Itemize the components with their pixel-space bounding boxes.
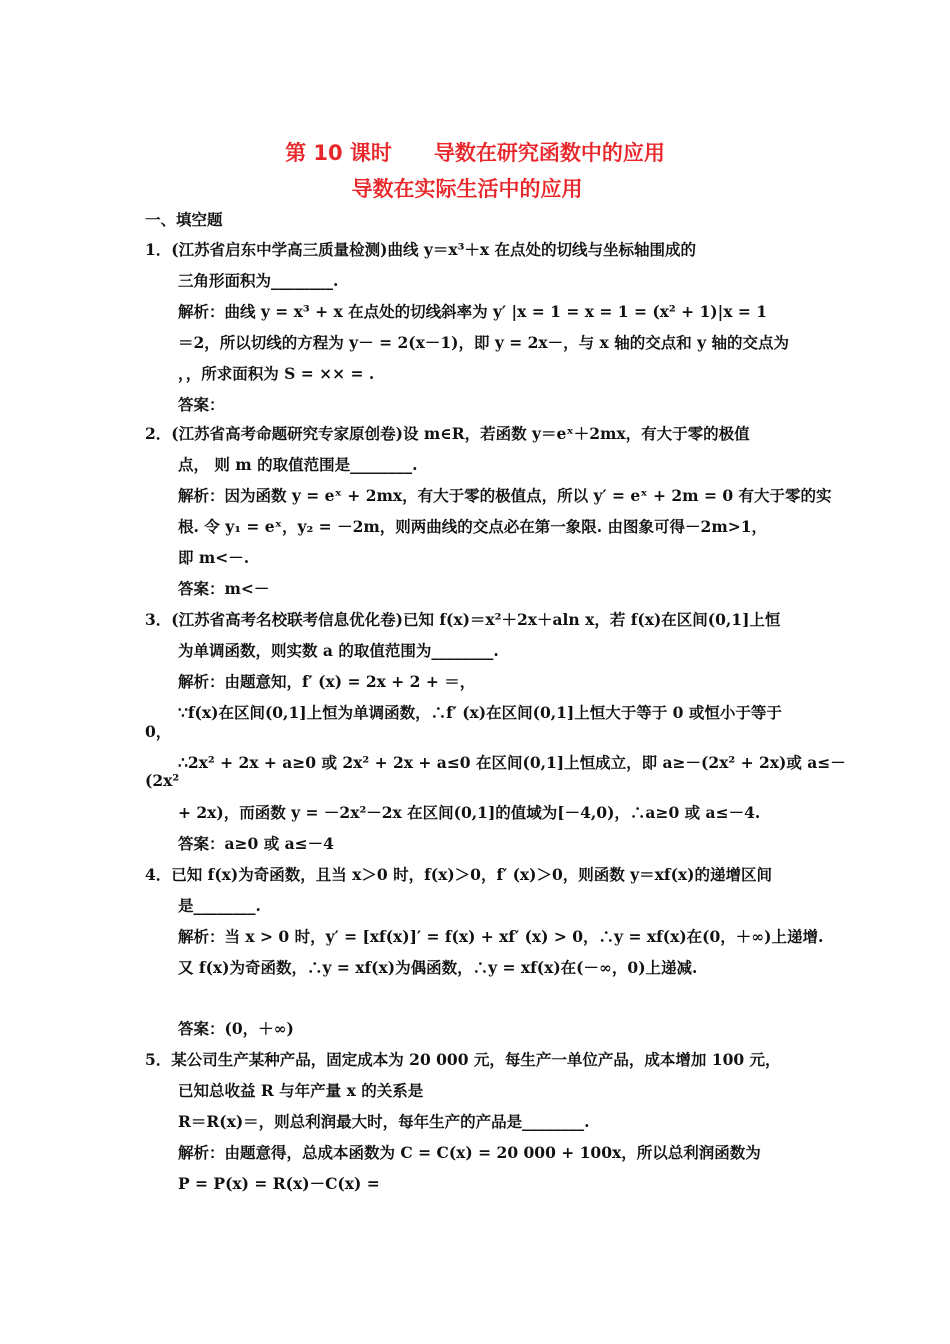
problem-3-solution: 解析：由题意知，f′ (x) = 2x + 2 + ＝， [178, 672, 476, 691]
problem-5-stem-cont: R＝R(x)＝，则总利润最大时，每年生产的产品是________. [178, 1112, 590, 1131]
problem-3-stem-cont: 为单调函数，则实数 a 的取值范围为________. [178, 641, 499, 660]
problem-1-solution: 解析：曲线 y = x³ + x 在点处的切线斜率为 y′ |x = 1 = x = 1 = (x² + 1)|x = 1 [178, 302, 768, 321]
problem-4-solution-cont: 又 f(x)为奇函数，∴y = xf(x)为偶函数，∴y = xf(x)在(－∞，0)上递减. [178, 958, 698, 977]
problem-3-solution-cont: ∵f(x)在区间(0,1]上恒为单调函数，∴f′ (x)在区间(0,1]上恒大于等于 0 或恒小于等于 [178, 703, 782, 722]
problem-1-answer: 答案： [178, 395, 225, 414]
problem-1-stem-cont: 三角形面积为________. [178, 271, 339, 290]
problem-1-stem: 1．(江苏省启东中学高三质量检测)曲线 y＝x³＋x 在点处的切线与坐标轴围成的 [145, 240, 697, 259]
problem-5-stem: 5．某公司生产某种产品，固定成本为 20 000 元，每生产一单位产品，成本增加 100 元， [145, 1050, 781, 1069]
problem-4-solution: 解析：当 x > 0 时，y′ = [xf(x)]′ = f(x) + xf′ (x) > 0，∴y = xf(x)在(0，＋∞)上递增. [178, 927, 824, 946]
problem-4-answer: 答案：(0，＋∞) [178, 1019, 294, 1038]
problem-2-solution-cont: 即 m<－. [178, 548, 250, 567]
problem-3-solution-cont: 0， [145, 722, 172, 741]
problem-3-solution-cont: (2x² [145, 771, 180, 790]
problem-3-answer: 答案：a≥0 或 a≤－4 [178, 834, 334, 853]
problem-3-solution-cont: ∴2x² + 2x + a≥0 或 2x² + 2x + a≤0 在区间(0,1]上恒成立，即 a≥－(2x² + 2x)或 a≤－ [178, 753, 846, 772]
section-heading: 一、填空题 [145, 210, 223, 229]
problem-3-stem: 3．(江苏省高考名校联考信息优化卷)已知 f(x)＝x²＋2x＋aln x，若 f(x)在区间(0,1]上恒 [145, 610, 781, 629]
problem-5-solution: 解析：由题意得，总成本函数为 C = C(x) = 20 000 + 100x，所以总利润函数为 [178, 1143, 761, 1162]
problem-2-solution: 解析：因为函数 y = eˣ + 2mx，有大于零的极值点，所以 y′ = eˣ + 2m = 0 有大于零的实 [178, 486, 832, 505]
problem-2-stem: 2．(江苏省高考命题研究专家原创卷)设 m∈R，若函数 y＝eˣ＋2mx，有大于零的极值 [145, 424, 750, 443]
page-title-line-2: 导数在实际生活中的应用 [351, 177, 583, 201]
problem-2-answer: 答案：m<－ [178, 579, 270, 598]
problem-3-solution-cont: + 2x)，而函数 y = －2x²－2x 在区间(0,1]的值域为[－4,0)，∴a≥0 或 a≤－4. [178, 803, 761, 822]
problem-2-stem-cont: 点， 则 m 的取值范围是________. [178, 455, 418, 474]
page-title-line-1: 第 10 课时 导数在研究函数中的应用 [285, 141, 665, 165]
problem-4-stem: 4．已知 f(x)为奇函数，且当 x＞0 时，f(x)＞0，f′ (x)＞0，则函数 y＝xf(x)的递增区间 [145, 865, 773, 884]
problem-1-solution-cont: ，，所求面积为 S = ×× = . [178, 364, 375, 383]
problem-5-solution-cont: P = P(x) = R(x)－C(x) = [178, 1174, 380, 1193]
problem-4-stem-cont: 是________. [178, 896, 261, 915]
problem-2-solution-cont: 根. 令 y₁ = eˣ，y₂ = －2m，则两曲线的交点必在第一象限. 由图象可得－2m>1， [178, 517, 768, 536]
problem-5-stem-cont: 已知总收益 R 与年产量 x 的关系是 [178, 1081, 424, 1100]
problem-1-solution-cont: ＝2，所以切线的方程为 y－ = 2(x－1)，即 y = 2x－，与 x 轴的交点和 y 轴的交点为 [178, 333, 789, 352]
